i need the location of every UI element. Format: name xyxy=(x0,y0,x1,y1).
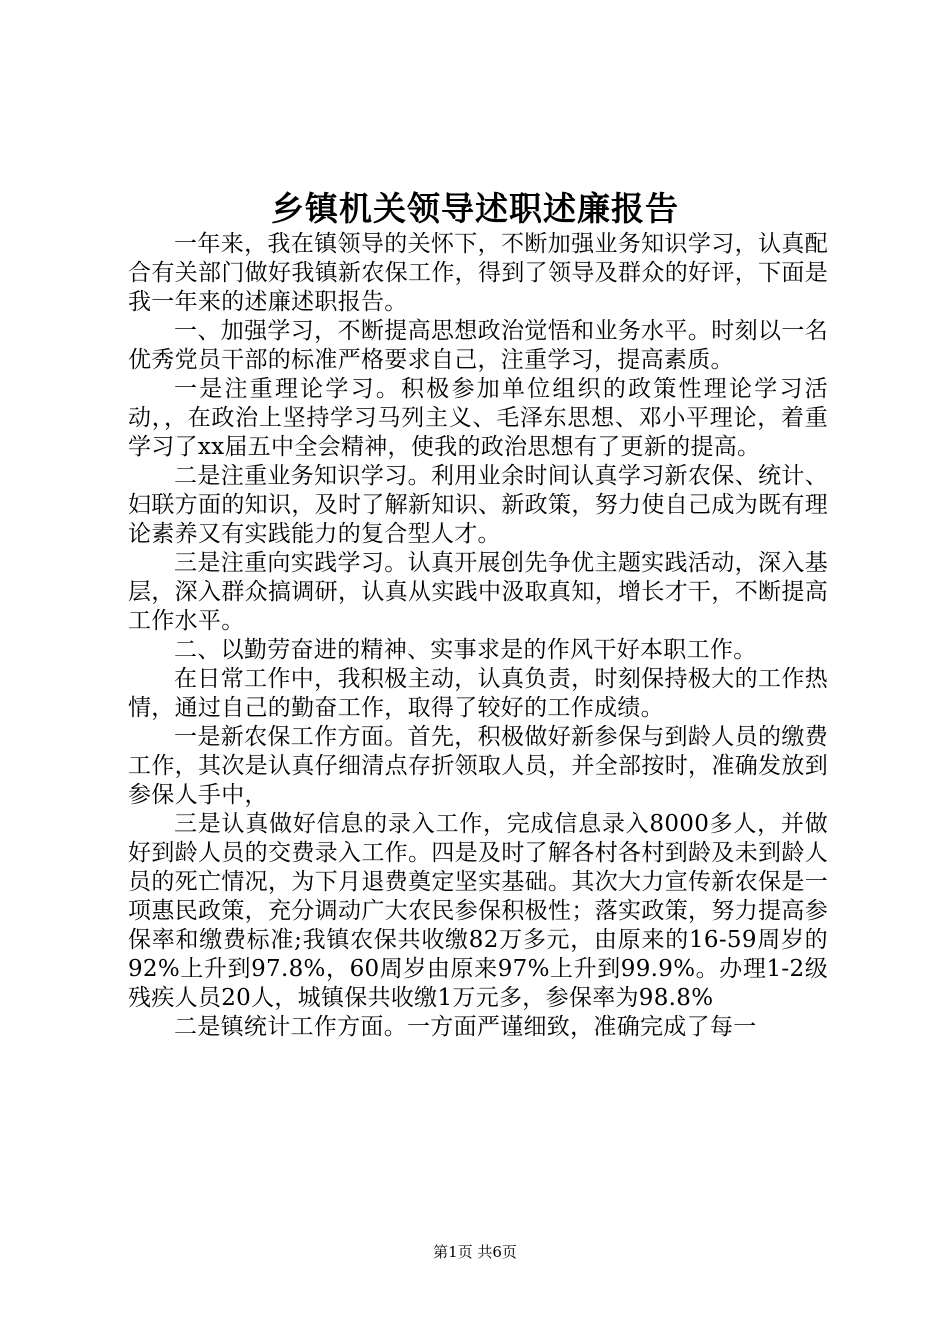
paragraph: 一年来，我在镇领导的关怀下，不断加强业务知识学习，认真配合有关部门做好我镇新农保工作，得到了领导及群众的好评，下面是我一年来的述廉述职报告。 xyxy=(128,231,828,315)
paragraph: 一是注重理论学习。积极参加单位组织的政策性理论学习活动，，在政治上坚持学习马列主义、毛泽东思想、邓小平理论，着重学习了xx届五中全会精神，使我的政治思想有了更新的提高。 xyxy=(128,376,828,460)
paragraph: 二是注重业务知识学习。利用业余时间认真学习新农保、统计、妇联方面的知识，及时了解新知识、新政策，努力使自己成为既有理论素养又有实践能力的复合型人才。 xyxy=(128,463,828,547)
paragraph: 一是新农保工作方面。首先，积极做好新参保与到龄人员的缴费工作，其次是认真仔细清点存折领取人员，并全部按时，准确发放到参保人手中， xyxy=(128,724,828,808)
paragraph: 三是认真做好信息的录入工作，完成信息录入8000多人，并做好到龄人员的交费录入工作。四是及时了解各村各村到龄及未到龄人员的死亡情况，为下月退费奠定坚实基础。其次大力宣传新农保是一项惠民政策，充分调动广大农民参保积极性；落实政策，努力提高参保率和缴费标准;我镇农保共收缴82万多元，由原来的16-59周岁的92%上升到97.8%，60周岁由原来97%上升到99.9%。办理1-2级残疾人员20人，城镇保共收缴1万元多，参保率为98.8% xyxy=(128,811,828,1011)
paragraph: 二、以勤劳奋进的精神、实事求是的作风干好本职工作。 xyxy=(174,637,757,663)
document-body xyxy=(128,230,828,1042)
paragraph: 一、加强学习，不断提高思想政治觉悟和业务水平。时刻以一名优秀党员干部的标准严格要求自己，注重学习，提高素质。 xyxy=(128,318,828,373)
paragraph: 在日常工作中，我积极主动，认真负责，时刻保持极大的工作热情，通过自己的勤奋工作，取得了较好的工作成绩。 xyxy=(128,666,828,721)
document-title: 乡镇机关领导述职述廉报告 xyxy=(271,189,679,228)
page-footer: 第1页 共6页 xyxy=(433,1243,517,1261)
paragraph: 三是注重向实践学习。认真开展创先争优主题实践活动，深入基层，深入群众搞调研，认真从实践中汲取真知，增长才干，不断提高工作水平。 xyxy=(128,550,828,634)
paragraph: 二是镇统计工作方面。一方面严谨细致，准确完成了每一 xyxy=(174,1014,757,1040)
